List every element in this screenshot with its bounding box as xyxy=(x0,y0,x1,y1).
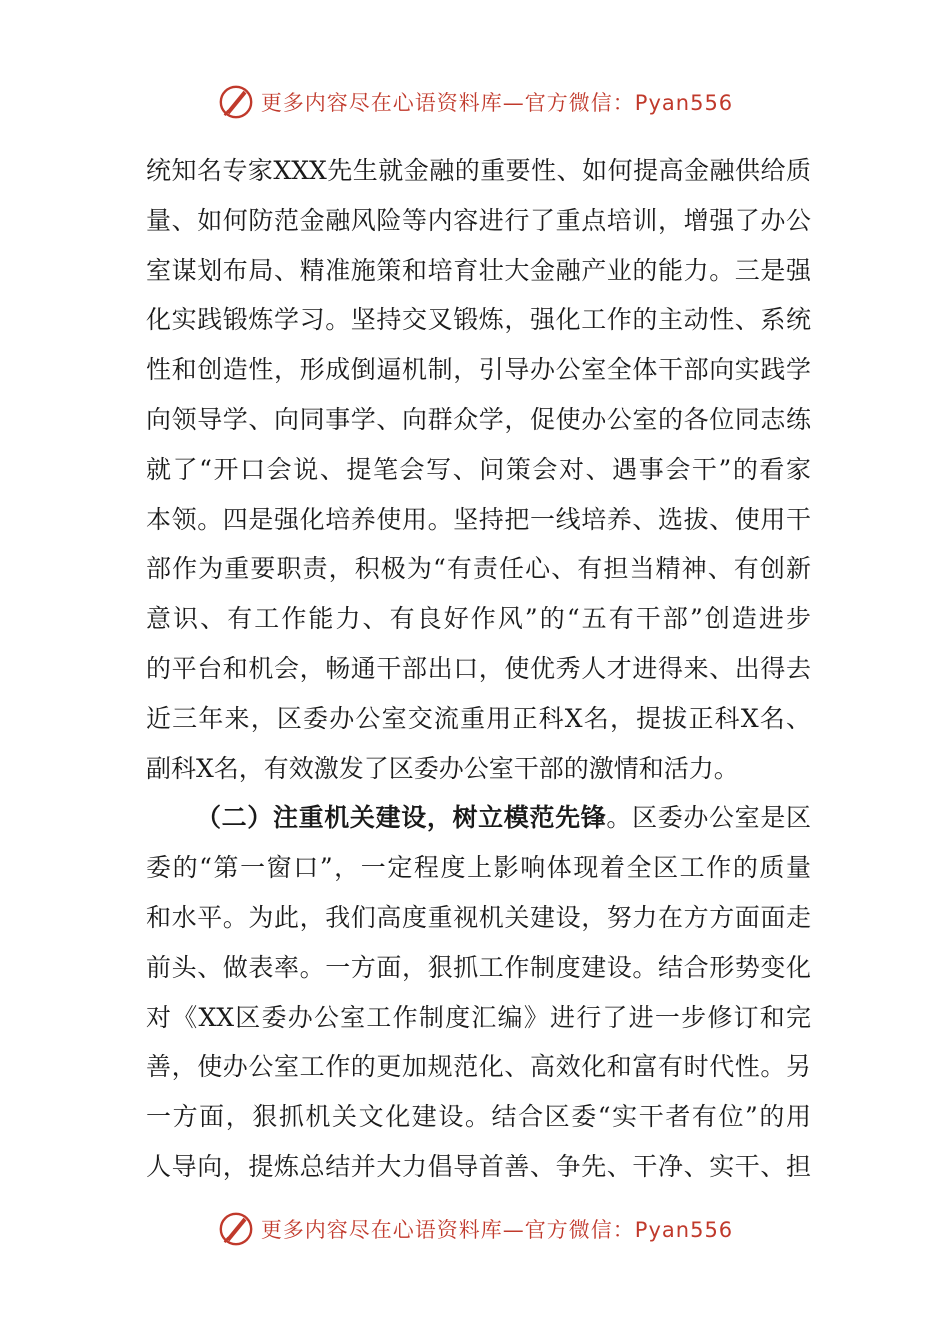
watermark-text: 更多内容尽在心语资料库—官方微信：Pyan556 xyxy=(260,1218,734,1242)
document-body xyxy=(146,146,811,1192)
section-heading: （二）注重机关建设，树立模范先锋 xyxy=(196,803,607,833)
text-line: 室谋划布局、精准施策和培育壮大金融产业的能力。三是强 xyxy=(146,255,811,285)
text-line: 意识、有工作能力、有良好作风”的“五有干部”创造进步 xyxy=(146,604,811,634)
quill-logo-icon xyxy=(217,1210,255,1248)
text-line: 向领导学、向同事学、向群众学，促使办公室的各位同志练 xyxy=(146,404,811,434)
watermark-banner-bottom xyxy=(0,1207,950,1251)
text-line: 本领。四是强化培养使用。坚持把一线培养、选拔、使用干 xyxy=(146,504,811,534)
text-line: 善，使办公室工作的更加规范化、高效化和富有时代性。另 xyxy=(146,1052,811,1082)
text-line: 量、如何防范金融风险等内容进行了重点培训，增强了办公 xyxy=(146,205,811,235)
text-line: 和水平。为此，我们高度重视机关建设，努力在方方面面走 xyxy=(146,902,811,932)
text-line: 的平台和机会，畅通干部出口，使优秀人才进得来、出得去 xyxy=(146,653,811,683)
text-line: 委的“第一窗口”，一定程度上影响体现着全区工作的质量 xyxy=(146,853,811,883)
text-line: 统知名专家XXX先生就金融的重要性、如何提高金融供给质 xyxy=(146,156,811,185)
section-heading-tail: 。区委办公室是区 xyxy=(606,803,811,833)
text-line: 近三年来，区委办公室交流重用正科X名，提拔正科X名、 xyxy=(146,703,811,733)
text-line: 部作为重要职责，积极为“有责任心、有担当精神、有创新 xyxy=(146,554,811,584)
section-heading-line xyxy=(146,793,811,843)
quill-logo-icon xyxy=(217,83,255,121)
watermark-text: 更多内容尽在心语资料库—官方微信：Pyan556 xyxy=(260,91,734,115)
text-line: 一方面，狠抓机关文化建设。结合区委“实干者有位”的用 xyxy=(146,1102,811,1132)
text-line: 人导向，提炼总结并大力倡导首善、争先、干净、实干、担 xyxy=(146,1151,811,1181)
text-line: 前头、做表率。一方面，狠抓工作制度建设。结合形势变化 xyxy=(146,952,811,982)
text-line: 化实践锻炼学习。坚持交叉锻炼，强化工作的主动性、系统 xyxy=(146,305,811,335)
text-line: 副科X名，有效激发了区委办公室干部的激情和活力。 xyxy=(146,753,739,783)
text-line: 性和创造性，形成倒逼机制，引导办公室全体干部向实践学 xyxy=(146,355,811,385)
watermark-banner-top xyxy=(0,80,950,124)
text-line: 对《XX区委办公室工作制度汇编》进行了进一步修订和完 xyxy=(146,1002,811,1032)
text-line: 就了“开口会说、提笔会写、问策会对、遇事会干”的看家 xyxy=(146,454,811,484)
